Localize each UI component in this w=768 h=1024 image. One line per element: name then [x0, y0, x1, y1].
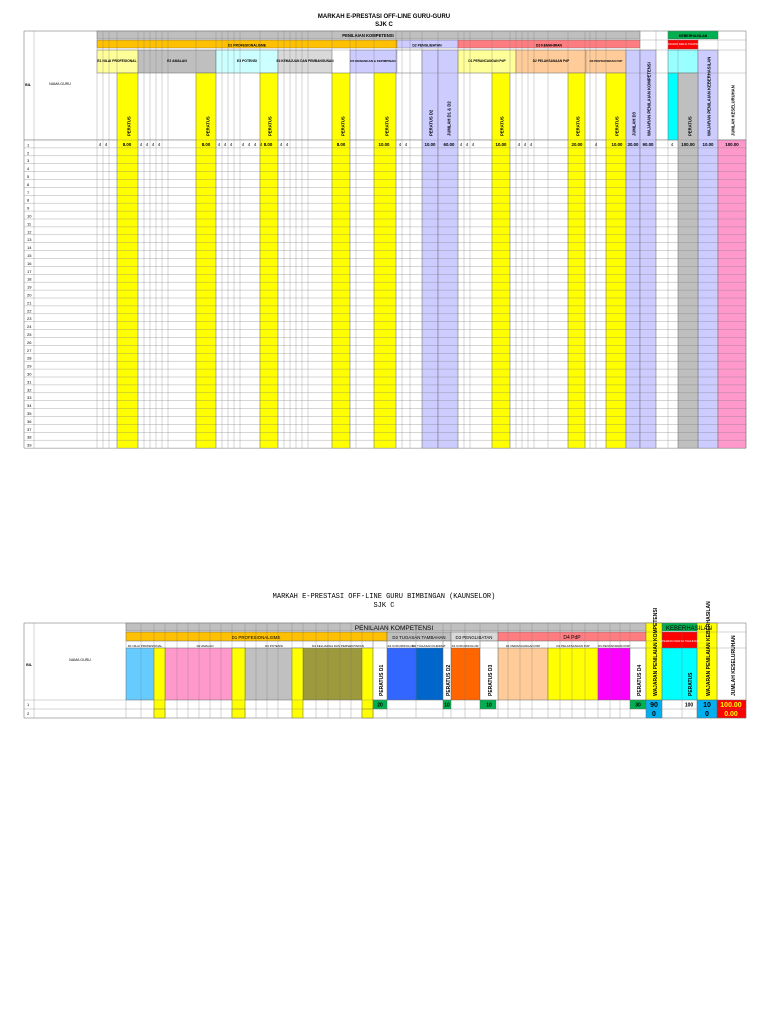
e3-label: E3 POTENSI — [237, 59, 257, 63]
row-number: 33 — [27, 395, 32, 401]
row-number: 26 — [27, 339, 32, 345]
sheet1-title: MARKAH E-PRESTASI OFF-LINE GURU-GURU — [317, 14, 451, 20]
row1-value: 4 — [285, 142, 289, 147]
pink-column — [718, 140, 746, 448]
row1-value: 8.00 — [122, 142, 132, 147]
row-number: 14 — [27, 245, 32, 251]
e5b-header — [397, 50, 422, 73]
row1-value: 4 — [241, 142, 245, 147]
row-number: 22 — [27, 308, 32, 314]
row-number: 39 — [27, 442, 32, 448]
e2-label: D2 AMALAN — [196, 644, 214, 648]
vertical-header: WAJARAN PENILAIAN KEBERHASILAN — [706, 601, 712, 696]
vertical-header: WAJARAN PENILAIAN KOMPETENSI — [653, 607, 659, 696]
e1-label: D1 NILAI PROFESIONAL — [127, 644, 163, 648]
row-number: 28 — [27, 355, 32, 361]
vertical-header: JUMLAH D3 — [631, 112, 637, 136]
vertical-header: PERATUS — [688, 672, 694, 696]
row-number: 23 — [27, 316, 32, 322]
row1-value: 4 — [145, 142, 149, 147]
score-d4: 30 — [635, 702, 641, 709]
cyan-column — [668, 73, 678, 140]
row1-value: 4 — [157, 142, 161, 147]
e8-label: D3 PENTAKSIRAN PdP — [589, 59, 623, 63]
e6-label: D1 PERANCANGAN PdP — [468, 59, 506, 63]
sub-block — [498, 648, 548, 700]
d1-label: D1 PROFESIONALISME — [231, 635, 281, 640]
sheet2-subtitle: SJK C — [373, 602, 395, 610]
vertical-header: PERATUS D2 — [428, 109, 434, 136]
vertical-header: WAJARAN PENILAIAN KOMPETENSI — [646, 62, 652, 136]
keberhasilan-label: KEBERHASILAN — [678, 34, 708, 38]
row-number: 27 — [27, 347, 32, 353]
row-number: 29 — [27, 363, 32, 369]
row1-value: 10.00 — [424, 142, 436, 147]
vertical-header: PERATUS — [205, 116, 211, 136]
target-label: SASARAN KERJA TAHUNAN — [659, 639, 699, 643]
vertical-header: PERATUS — [384, 116, 390, 136]
row-number: 24 — [27, 324, 32, 330]
row1-value: 10.00 — [378, 142, 390, 147]
row1-value: 4 — [104, 142, 108, 147]
row1-value: 4 — [279, 142, 283, 147]
row1-value: 4 — [529, 142, 533, 147]
row1-value: 4 — [151, 142, 155, 147]
vertical-header: PERATUS D3 — [488, 664, 494, 696]
row-number: 38 — [27, 434, 32, 440]
score-d1: 20 — [377, 702, 383, 709]
row1-value: 4 — [247, 142, 251, 147]
row1-value: 8.00 — [263, 142, 273, 147]
sub-block — [387, 648, 416, 700]
vertical-header: PERATUS — [575, 116, 581, 136]
row-number: 19 — [27, 284, 32, 290]
e9-label: D2 PELAKSANAAN PdP — [556, 644, 590, 648]
yellow-column — [154, 648, 165, 718]
vertical-header: PERATUS — [614, 116, 620, 136]
bil-header: BIL — [25, 83, 31, 87]
row-number: 11 — [27, 221, 32, 227]
e6-label: D2 TUGASAN KHIDMAT — [412, 644, 446, 648]
row1-value: 4 — [223, 142, 227, 147]
vertical-header: PERATUS — [126, 116, 132, 136]
row1-value: 4 — [259, 142, 263, 147]
keb-sub-header — [668, 50, 698, 73]
row1-value: 30.00 — [627, 142, 639, 147]
d2-label: D2 TUGASAN TAMBAHAN — [392, 635, 446, 640]
vertical-header: JUMLAH D1 & D2 — [446, 101, 452, 136]
penilaian-label: PENILAIAN KOMPETENSI — [342, 33, 394, 38]
row1-value: 90.00 — [642, 142, 654, 147]
vertical-header: JUMLAH KESELURUHAN — [731, 635, 737, 696]
row-number: 18 — [27, 276, 32, 282]
sub-block — [598, 648, 630, 700]
row-number: 13 — [27, 237, 32, 243]
yellow-cell — [154, 709, 165, 718]
vertical-header: PERATUS D2 — [446, 664, 452, 696]
e10-label: D3 PENTAKSIRAN PdP — [597, 644, 631, 648]
vertical-header: PERATUS — [687, 116, 693, 136]
kebr-value: 10 — [703, 702, 711, 709]
row1-value: 4 — [229, 142, 233, 147]
total-value: 0.00 — [724, 711, 738, 718]
sub-block — [416, 648, 443, 700]
vertical-header: PERATUS D4 — [637, 664, 643, 696]
row-number: 15 — [27, 253, 32, 258]
vertical-header: JUMLAH KESELURUHAN — [730, 85, 736, 136]
row1-value: 60.00 — [443, 142, 455, 147]
row-number: 25 — [27, 332, 32, 337]
yellow-column — [292, 648, 303, 718]
yellow-cell — [362, 709, 373, 718]
row-number: 17 — [27, 268, 32, 274]
row-number: 7 — [27, 189, 30, 195]
row1-value: 4 — [253, 142, 257, 147]
row-number: 34 — [27, 403, 32, 409]
row1-value: 10.00 — [495, 142, 507, 147]
row1-value: 8.00 — [336, 142, 346, 147]
row-number: 10 — [27, 213, 32, 219]
sheet2-table — [0, 600, 768, 740]
e5-label: D5 KEWANGAN & KEPIMPINAN — [350, 59, 396, 63]
bil-header: BIL — [26, 663, 32, 667]
row1-value: 10.00 — [611, 142, 623, 147]
yellow-cell — [232, 709, 245, 718]
e1-label: E1 NILAI PROFESIONAL — [97, 59, 137, 63]
row1-value: 4 — [459, 142, 463, 147]
e4-label: D4 KELUARGA DAN PERSEKITARAN — [312, 644, 364, 648]
keberhasilan-label: KEBERHASILAN — [665, 626, 713, 632]
row-number: 5 — [27, 174, 30, 179]
vertical-header: PERATUS — [499, 116, 505, 136]
row1-value: 4 — [98, 142, 102, 147]
row-number: 12 — [27, 229, 32, 235]
sub-block — [548, 648, 598, 700]
row-number: 1 — [27, 702, 30, 707]
penilaian-label: PENILAIAN KOMPETENSI — [354, 625, 434, 632]
row1-value: 4 — [465, 142, 469, 147]
row-number: 16 — [27, 260, 32, 266]
row-number: 20 — [27, 292, 32, 298]
row-number: 4 — [27, 166, 30, 172]
row1-value: 20.00 — [571, 142, 583, 147]
row1-value: 4 — [517, 142, 521, 147]
row-number: 8 — [27, 197, 30, 203]
sheet1-subtitle: SJK C — [375, 22, 393, 28]
row1-value: 10.00 — [702, 142, 714, 147]
row-number: 3 — [27, 158, 30, 164]
per-value: 100 — [684, 702, 694, 709]
row1-value: 100.00 — [681, 142, 695, 147]
row1-value: 4 — [523, 142, 527, 147]
wajaran-value: 0 — [652, 711, 656, 718]
row1-value: 4 — [471, 142, 475, 147]
d1-label: D1 PROFESIONALISME — [227, 43, 267, 48]
sub-block — [451, 648, 480, 700]
row-number: 37 — [27, 426, 32, 432]
nama-guru-header: NAMA GURU — [69, 658, 91, 662]
sheet1-table — [0, 0, 768, 480]
d2-label: D2 PENGLIBATAN — [412, 43, 442, 48]
row1-value: 4 — [217, 142, 221, 147]
e5-label: D1 KOKURIKULUM — [387, 644, 415, 648]
row1-value: 4 — [670, 142, 674, 147]
row1-value: 4 — [594, 142, 598, 147]
d4-label: D4 PdP — [563, 635, 581, 641]
row1-value: 100.00 — [725, 142, 739, 147]
e7-label: D2 PELAKSANAAN PdP — [532, 59, 570, 63]
row1-value: 4 — [398, 142, 402, 147]
row-number: 9 — [27, 205, 30, 211]
row-number: 6 — [27, 181, 30, 187]
d3-label: D3 KEMAHIRAN — [536, 43, 562, 48]
row-number: 21 — [27, 300, 32, 306]
e7-label: D1 KOKURIKULUM — [451, 644, 479, 648]
e4-label: E4 KEMAJUAN DAN PEMBANGUNAN — [276, 59, 334, 63]
row1-value: 8.00 — [201, 142, 211, 147]
vertical-header: WAJARAN PENILAIAN KEBERHASILAN — [706, 56, 712, 136]
row1-value: 4 — [404, 142, 408, 147]
row-number: 35 — [27, 411, 32, 416]
total-value: 100.00 — [720, 702, 742, 709]
nama-guru-header: NAMA GURU — [49, 82, 71, 86]
vertical-header: PERATUS — [340, 116, 346, 136]
kebr-value: 0 — [705, 711, 709, 718]
row-number: 30 — [27, 371, 32, 377]
row-number: 31 — [27, 379, 32, 385]
vertical-header: PERATUS — [267, 116, 273, 136]
yellow-column — [232, 648, 245, 718]
lavender-column — [626, 50, 640, 448]
row-number: 32 — [27, 387, 32, 393]
vertical-header: PERATUS D1 — [379, 664, 385, 696]
row-number: 2 — [27, 150, 30, 156]
d3-label: D3 PENGLIBATAN — [455, 635, 493, 640]
lavender-column — [422, 50, 438, 448]
target-label: SASARAN KERJA TAHUNAN — [665, 43, 701, 46]
row1-value: 4 — [139, 142, 143, 147]
e8-label: D1 PERANCANGAN PdP — [505, 644, 541, 648]
score-d3: 10 — [486, 702, 492, 709]
row-number: 1 — [27, 142, 30, 148]
sheet2-title: MARKAH E-PRESTASI OFF-LINE GURU BIMBINGAN (KAUNSELOR) — [272, 593, 496, 601]
row-number: 36 — [27, 418, 32, 424]
yellow-column — [362, 648, 373, 718]
score-d2: 10 — [444, 702, 450, 709]
e3-label: D3 POTENSI — [265, 644, 283, 648]
e2-label: E2 AMALAN — [167, 59, 187, 63]
row-number: 2 — [27, 711, 30, 716]
wajaran-value: 90 — [650, 702, 658, 709]
